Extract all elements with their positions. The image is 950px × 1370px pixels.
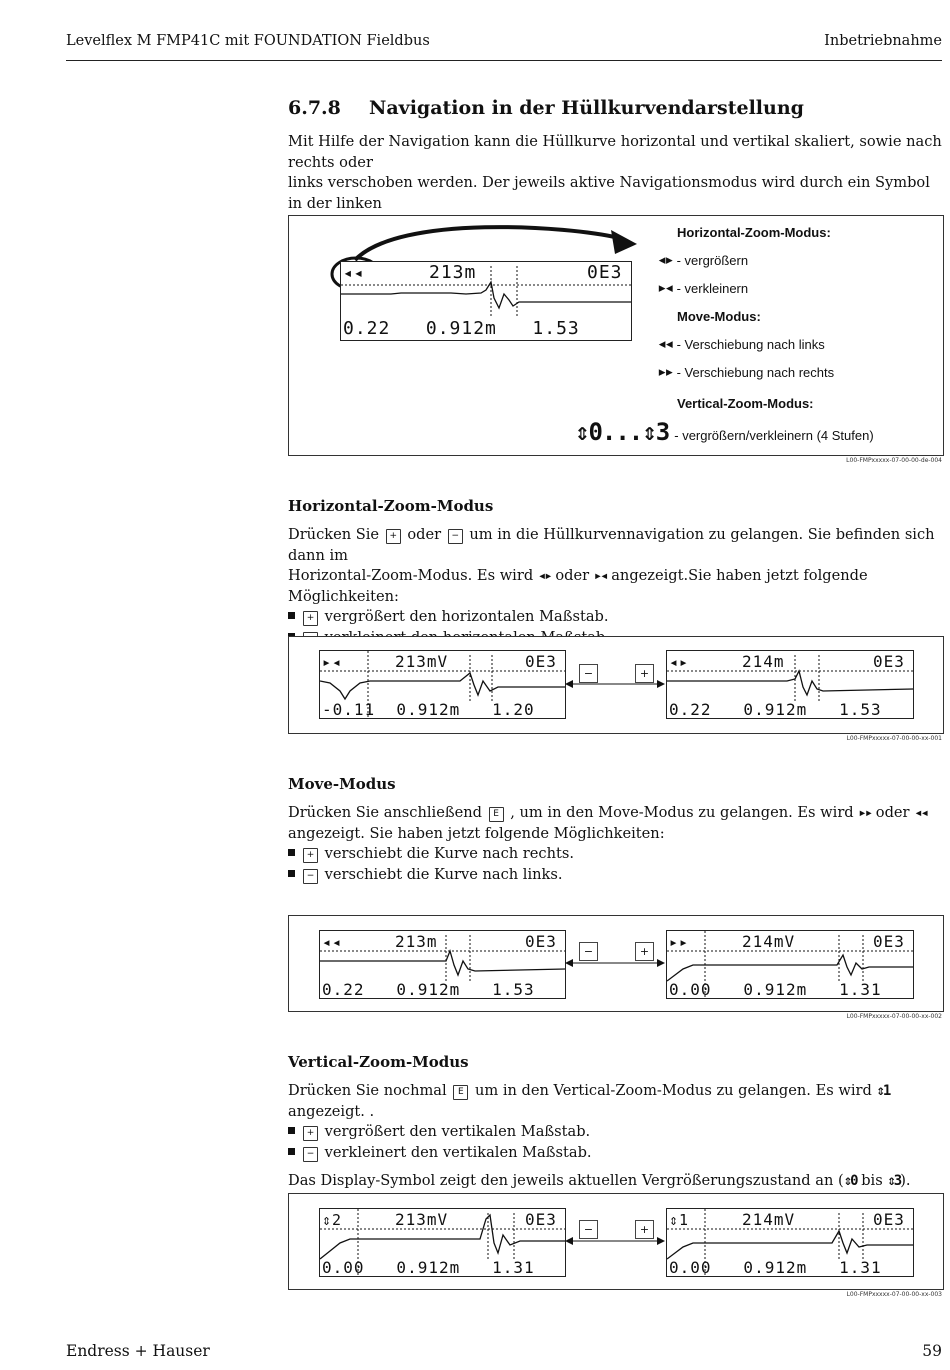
legend-text: - Verschiebung nach links — [676, 337, 825, 352]
plus-button-icon: + — [635, 1220, 654, 1239]
move-left-icon: ◂◂ — [914, 805, 928, 821]
plus-key-icon: + — [303, 611, 318, 626]
lcd-display-right — [666, 930, 914, 999]
lcd-mode-icon: ◂◂ — [322, 933, 343, 951]
legend-text: - vergrößern/verkleinern (4 Stufen) — [674, 428, 874, 443]
lcd-mode-icon: ▸◂ — [322, 653, 343, 671]
lcd-top-value: 214mV — [742, 932, 796, 951]
section-title: Navigation in der Hüllkurvendarstellung — [369, 97, 804, 119]
hz-paragraph — [288, 525, 948, 648]
minus-key-icon: − — [448, 529, 463, 544]
text: oder — [555, 567, 590, 584]
text: angezeigt. . — [288, 1102, 375, 1120]
zoom-out-icon: ▸◂ — [593, 568, 607, 584]
move-heading: Move-Modus — [288, 775, 396, 793]
lcd-mode-icon: ⇕2 — [322, 1211, 343, 1229]
lcd-bottom-scale: -0.11 0.912m 1.20 — [322, 700, 535, 719]
lcd-display-right — [666, 1208, 914, 1277]
plus-key-icon: + — [303, 1126, 318, 1141]
zoom-in-icon: ◂▸ — [537, 568, 551, 584]
legend-text: - verkleinern — [676, 281, 749, 296]
legend-move-left — [657, 334, 825, 354]
text: Drücken Sie nochmal — [288, 1082, 447, 1099]
text: angezeigt.Sie haben jetzt folgende Möglichkeiten: — [288, 567, 868, 605]
lcd-top-right: 0E3 — [873, 1210, 905, 1229]
legend-vz — [575, 418, 874, 446]
bullet-icon — [288, 1127, 295, 1134]
figure-vertical-zoom — [288, 1193, 944, 1290]
lcd-bottom-scale: 0.22 0.912m 1.53 — [343, 318, 580, 339]
text: oder — [407, 526, 442, 543]
lcd-top-value: 213mV — [395, 1210, 449, 1229]
lcd-top-right: 0E3 — [525, 1210, 557, 1229]
figure-code: L00-FMPxxxxx-07-00-00-de-004 — [846, 457, 942, 464]
move-paragraph — [288, 803, 948, 885]
enter-key-icon: E — [453, 1085, 468, 1100]
vertical-zoom-1-icon: ⇕1 — [876, 1083, 890, 1099]
section-heading — [288, 97, 804, 119]
lcd-mode-icon: ◂▸ — [669, 653, 690, 671]
bullet-text: verschiebt die Kurve nach rechts. — [324, 845, 574, 862]
figure-move — [288, 915, 944, 1012]
bullet-icon — [288, 849, 295, 856]
intro-line: links verschoben werden. Der jeweils aktive Navigationsmodus wird durch ein Symbol in der linken — [288, 174, 930, 212]
lcd-top-right: 0E3 — [525, 932, 557, 951]
lcd-top-right: 0E3 — [525, 652, 557, 671]
text: oder — [875, 804, 910, 821]
minus-button-icon: − — [579, 664, 598, 683]
vz-heading: Vertical-Zoom-Modus — [288, 1053, 469, 1071]
text: angezeigt. Sie haben jetzt folgende Möglichkeiten: — [288, 824, 665, 842]
vertical-zoom-icon: ⇕0...⇕3 — [575, 418, 670, 446]
bullet-text: verkleinert den vertikalen Maßstab. — [324, 1143, 592, 1161]
plus-button-icon: + — [635, 942, 654, 961]
legend-move-title: Move-Modus: — [677, 309, 761, 324]
legend-hz-title: Horizontal-Zoom-Modus: — [677, 225, 831, 240]
legend-text: - Verschiebung nach rechts — [676, 365, 835, 380]
header-title: Levelflex M FMP41C mit FOUNDATION Fieldbus — [66, 33, 430, 49]
text: Drücken Sie anschließend — [288, 804, 482, 821]
intro-line: Mit Hilfe der Navigation kann die Hüllkurve horizontal und vertikal skaliert, sowie nach rechts oder — [288, 133, 942, 171]
zoom-in-icon: ◂▸ — [657, 250, 672, 270]
move-right-icon: ▸▸ — [858, 805, 872, 821]
figure-hz-zoom — [288, 636, 944, 734]
lcd-mode-icon: ▸▸ — [669, 933, 690, 951]
header-rule — [66, 60, 942, 61]
plus-key-icon: + — [303, 848, 318, 863]
lcd-bottom-scale: 0.22 0.912m 1.53 — [669, 700, 882, 719]
lcd-bottom-scale: 0.00 0.912m 1.31 — [669, 1258, 882, 1277]
minus-button-icon: − — [579, 942, 598, 961]
vz-paragraph — [288, 1081, 948, 1192]
section-number: 6.7.8 — [288, 97, 341, 119]
legend-move-right — [657, 362, 834, 382]
text: ). — [900, 1172, 911, 1189]
bullet-text: vergrößert den horizontalen Maßstab. — [324, 608, 609, 625]
footer-brand: Endress + Hauser — [66, 1342, 210, 1360]
text: , um in den Move-Modus zu gelangen. Es wird — [510, 804, 854, 821]
figure-navigation-overview — [288, 215, 944, 456]
lcd-top-value: 213m — [429, 262, 477, 283]
lcd-display-right — [666, 650, 914, 719]
page-number: 59 — [922, 1342, 942, 1360]
lcd-mode-icon: ◂◂ — [343, 263, 365, 282]
move-right-icon: ▸▸ — [657, 362, 672, 382]
lcd-top-right: 0E3 — [587, 262, 623, 283]
legend-hz-out — [657, 278, 748, 298]
text: Drücken Sie — [288, 526, 380, 543]
bullet-icon — [288, 1148, 295, 1155]
lcd-top-value: 214mV — [742, 1210, 796, 1229]
lcd-bottom-scale: 0.00 0.912m 1.31 — [322, 1258, 535, 1277]
move-left-icon: ◂◂ — [657, 334, 672, 354]
lcd-top-right: 0E3 — [873, 932, 905, 951]
text: um in den Vertical-Zoom-Modus zu gelangen. Es wird — [474, 1082, 872, 1099]
figure-code: L00-FMPxxxxx-07-00-00-xx-003 — [846, 1291, 942, 1298]
lcd-top-value: 214m — [742, 652, 785, 671]
bullet-text: vergrößert den vertikalen Maßstab. — [324, 1123, 591, 1140]
plus-button-icon: + — [635, 664, 654, 683]
text: Das Display-Symbol zeigt den jeweils aktuellen Vergrößerungszustand an ( — [288, 1172, 844, 1189]
figure-code: L00-FMPxxxxx-07-00-00-xx-002 — [846, 1013, 942, 1020]
lcd-top-right: 0E3 — [873, 652, 905, 671]
bullet-text: verschiebt die Kurve nach links. — [324, 865, 563, 883]
enter-key-icon: E — [489, 807, 504, 822]
minus-key-icon: − — [303, 869, 318, 884]
legend-vz-title: Vertical-Zoom-Modus: — [677, 396, 814, 411]
minus-button-icon: − — [579, 1220, 598, 1239]
figure-code: L00-FMPxxxxx-07-00-00-xx-001 — [846, 735, 942, 742]
text: bis — [861, 1172, 883, 1189]
lcd-top-value: 213m — [395, 932, 438, 951]
legend-hz-in — [657, 250, 748, 270]
zoom-out-icon: ▸◂ — [657, 278, 672, 298]
hz-heading: Horizontal-Zoom-Modus — [288, 497, 494, 515]
bullet-icon — [288, 612, 295, 619]
text: Horizontal-Zoom-Modus. Es wird — [288, 567, 534, 584]
vertical-zoom-0-icon: ⇕0 — [843, 1173, 857, 1189]
header-section: Inbetriebnahme — [824, 33, 942, 49]
lcd-display — [340, 261, 632, 341]
plus-key-icon: + — [386, 529, 401, 544]
vertical-zoom-3-icon: ⇕3 — [887, 1173, 901, 1189]
lcd-mode-icon: ⇕1 — [669, 1211, 690, 1229]
minus-key-icon: − — [303, 1147, 318, 1162]
lcd-top-value: 213mV — [395, 652, 449, 671]
lcd-bottom-scale: 0.22 0.912m 1.53 — [322, 980, 535, 999]
legend-text: - vergrößern — [676, 253, 749, 268]
text: um in die Hüllkurvennavigation zu gelangen. Sie befinden sich dann im — [288, 526, 935, 564]
bullet-icon — [288, 870, 295, 877]
lcd-bottom-scale: 0.00 0.912m 1.31 — [669, 980, 882, 999]
